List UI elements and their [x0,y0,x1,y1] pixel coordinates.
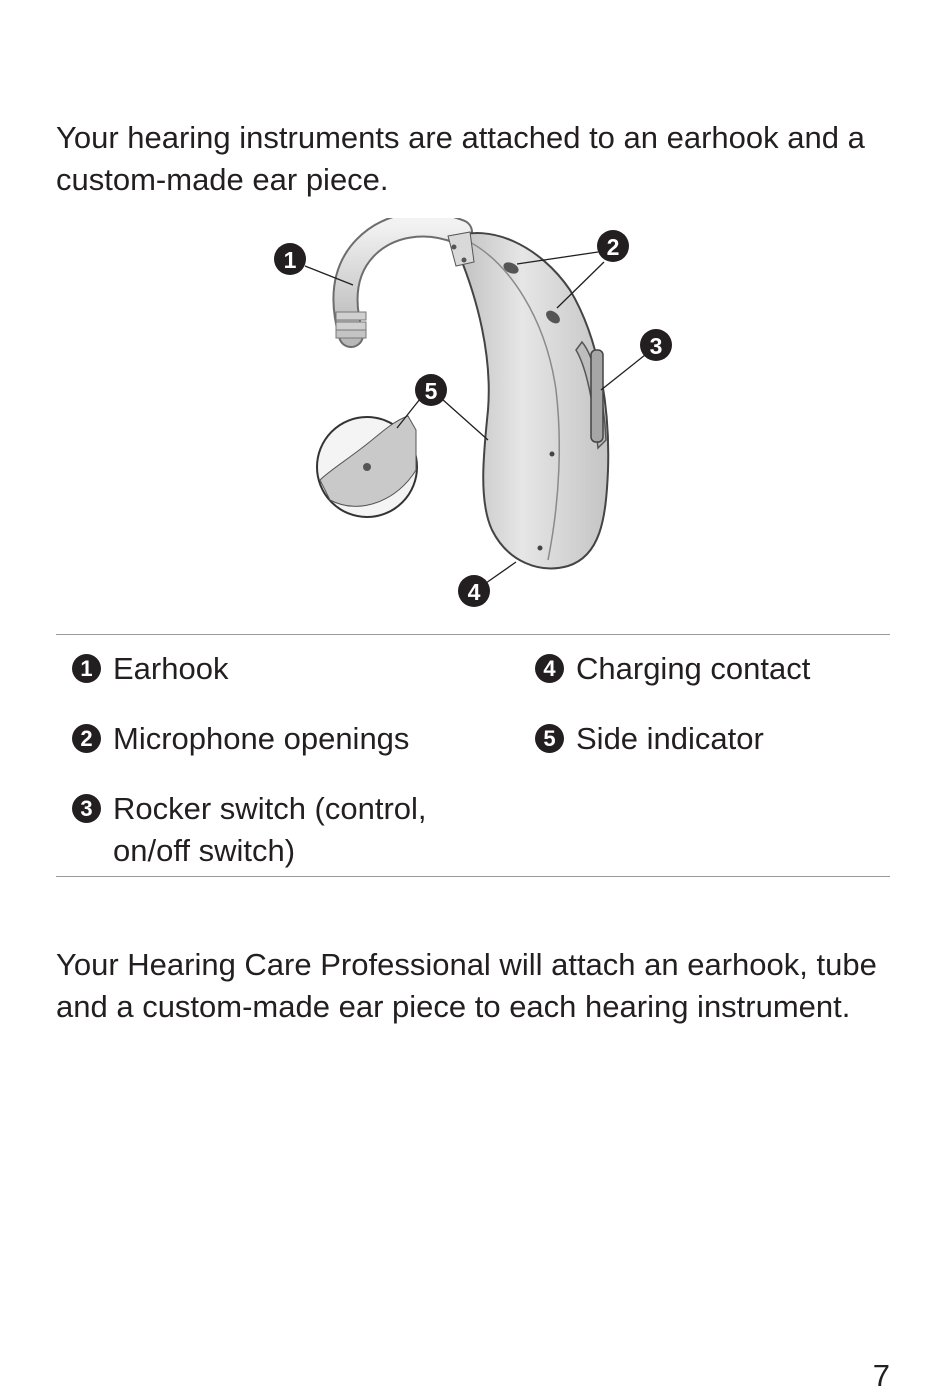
legend-number-badge: 2 [72,724,101,753]
svg-text:2: 2 [606,234,620,260]
legend-number-badge: 5 [535,724,564,753]
legend-item-earhook [72,648,228,690]
callout-3 [640,329,672,361]
legend-item-side-indicator [535,718,764,760]
svg-text:5: 5 [424,378,438,404]
legend-label: Rocker switch (control, on/off switch) [113,791,427,868]
legend-label: Earhook [113,651,229,686]
intro-paragraph: Your hearing instruments are attached to an earhook and a custom-made ear piece. [56,120,865,197]
legend-number-badge: 4 [535,654,564,683]
callout-1 [274,243,306,275]
legend-label: Charging contact [576,651,811,686]
legend-item-microphone-openings [72,718,409,760]
legend-top-divider [56,634,890,635]
legend-label: Side indicator [576,721,764,756]
outro-paragraph: Your Hearing Care Professional will attach an earhook, tube and a custom-made ear piece to each hearing instrument. [56,947,877,1024]
legend-item-rocker-switch [72,788,473,872]
svg-text:3: 3 [649,333,663,359]
legend-number-badge: 3 [72,794,101,823]
hearing-instrument-illustration [240,218,710,618]
side-indicator-inset [317,416,417,517]
page-number: 7 [872,1358,890,1393]
earhook-shape [336,225,460,338]
callout-4 [458,575,490,607]
legend-item-charging-contact [535,648,810,690]
callout-5 [415,374,447,406]
legend-label: Microphone openings [113,721,410,756]
legend-bottom-divider [56,876,890,877]
device-body [448,232,608,568]
legend-number-badge: 1 [72,654,101,683]
callout-2 [597,230,629,262]
svg-text:1: 1 [283,247,297,273]
svg-text:4: 4 [467,579,481,605]
